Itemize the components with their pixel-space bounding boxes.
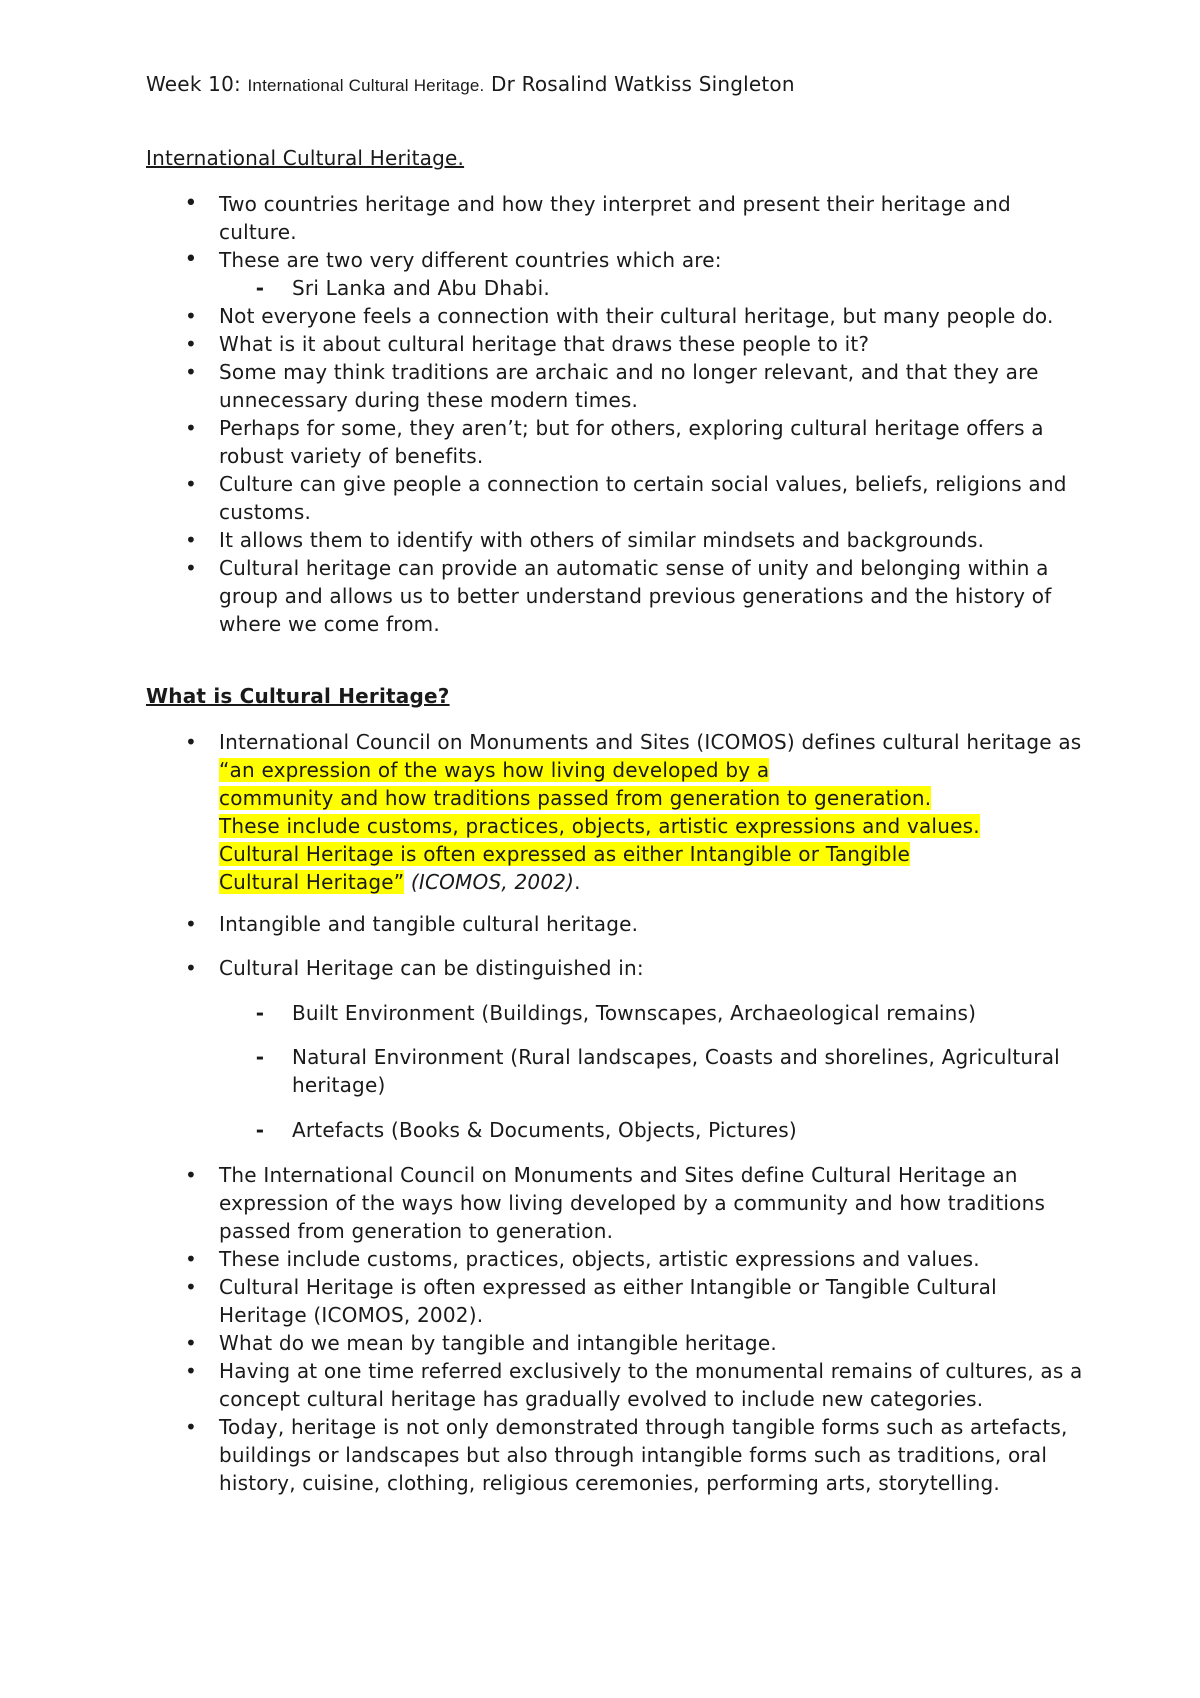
- bullet-marker: •: [185, 332, 197, 356]
- sub-list-item: - Built Environment (Buildings, Townscapes, Archaeological remains): [146, 999, 1086, 1027]
- section-heading-what-is: What is Cultural Heritage?: [146, 684, 450, 708]
- bullet-marker: •: [185, 730, 197, 754]
- list-item: • Cultural heritage can provide an automatic sense of unity and belonging within a group and allows us to better understand previous generations and the history of where we come from.: [146, 554, 1086, 638]
- list-item: • These include customs, practices, objects, artistic expressions and values.: [146, 1245, 1086, 1273]
- highlighted-quote: community and how traditions passed from generation to generation.: [219, 786, 932, 810]
- sub-list-item: - Artefacts (Books & Documents, Objects, Pictures): [146, 1116, 1086, 1144]
- list-item-icomos-definition: • International Council on Monuments and Sites (ICOMOS) defines cultural heritage as “an expression of the ways how living developed by a community and how traditions passed from generation to generation. These include customs, practices, objects, artistic expressions and values. Cultural Heritage is often expressed as either Intangible or Tangible Cultural Heritage” (ICOMOS, 2002).: [146, 728, 1086, 896]
- list-item: • Intangible and tangible cultural heritage.: [146, 910, 1086, 938]
- highlighted-quote: Cultural Heritage is often expressed as either Intangible or Tangible: [219, 842, 910, 866]
- dash-marker: -: [255, 1001, 265, 1025]
- section2-item-distinguished: [146, 954, 1086, 982]
- bullet-marker: •: [185, 1163, 197, 1187]
- section1-list: [146, 190, 1086, 638]
- list-item: • Culture can give people a connection to certain social values, beliefs, religions and customs.: [146, 470, 1086, 526]
- header-course: International Cultural Heritage.: [247, 76, 485, 95]
- list-item: • Two countries heritage and how they interpret and present their heritage and culture.: [146, 190, 1086, 246]
- document-header: [146, 72, 795, 96]
- bullet-marker: •: [185, 1359, 197, 1383]
- bullet-marker: •: [185, 472, 197, 496]
- bullet-marker: •: [185, 1415, 197, 1439]
- list-item: • Perhaps for some, they aren’t; but for others, exploring cultural heritage offers a robust variety of benefits.: [146, 414, 1086, 470]
- sub-item-built: [146, 999, 1086, 1027]
- list-item: • Having at one time referred exclusively to the monumental remains of cultures, as a concept cultural heritage has gradually evolved to include new categories.: [146, 1357, 1086, 1413]
- header-prefix: Week 10:: [146, 72, 248, 96]
- sub-list-item: - Sri Lanka and Abu Dhabi.: [146, 274, 1086, 302]
- sub-item-artefacts: [146, 1116, 1086, 1144]
- list-item: • What do we mean by tangible and intangible heritage.: [146, 1329, 1086, 1357]
- bullet-marker: •: [185, 912, 197, 936]
- highlighted-quote: “an expression of the ways how living developed by a: [219, 758, 770, 782]
- sub-item-natural: [146, 1043, 1086, 1099]
- list-item: • Cultural Heritage can be distinguished in:: [146, 954, 1086, 982]
- list-item: • These are two very different countries which are:: [146, 246, 1086, 274]
- sub-list-item: - Natural Environment (Rural landscapes, Coasts and shorelines, Agricultural heritage): [146, 1043, 1086, 1099]
- section2-list-a: [146, 728, 1086, 896]
- section2-list-b: [146, 1161, 1086, 1497]
- citation: (ICOMOS, 2002): [404, 870, 575, 894]
- list-item: • What is it about cultural heritage that draws these people to it?: [146, 330, 1086, 358]
- list-item: • Not everyone feels a connection with their cultural heritage, but many people do.: [146, 302, 1086, 330]
- header-lecturer: Dr Rosalind Watkiss Singleton: [484, 72, 795, 96]
- bullet-marker: •: [184, 247, 198, 272]
- bullet-marker: •: [185, 304, 197, 328]
- highlighted-quote: These include customs, practices, objects, artistic expressions and values.: [219, 814, 980, 838]
- dash-marker: -: [255, 276, 265, 300]
- bullet-marker: •: [185, 956, 197, 980]
- list-item: • It allows them to identify with others of similar mindsets and backgrounds.: [146, 526, 1086, 554]
- dash-marker: -: [255, 1118, 265, 1142]
- bullet-marker: •: [184, 191, 198, 216]
- section-heading-international: International Cultural Heritage.: [146, 146, 465, 170]
- dash-marker: -: [255, 1045, 265, 1069]
- bullet-marker: •: [185, 416, 197, 440]
- list-item: • The International Council on Monuments and Sites define Cultural Heritage an expression of the ways how living developed by a community and how traditions passed from generation to generation.: [146, 1161, 1086, 1245]
- list-item: • Cultural Heritage is often expressed as either Intangible or Tangible Cultural Heritage (ICOMOS, 2002).: [146, 1273, 1086, 1329]
- bullet-marker: •: [185, 556, 197, 580]
- bullet-marker: •: [185, 1275, 197, 1299]
- bullet-marker: •: [185, 360, 197, 384]
- section2-item-intangible: [146, 910, 1086, 938]
- list-item: • Some may think traditions are archaic and no longer relevant, and that they are unnecessary during these modern times.: [146, 358, 1086, 414]
- list-item: • Today, heritage is not only demonstrated through tangible forms such as artefacts, buildings or landscapes but also through intangible forms such as traditions, oral history, cuisine, clothing, religious ceremonies, performing arts, storytelling.: [146, 1413, 1086, 1497]
- bullet-marker: •: [185, 1331, 197, 1355]
- highlighted-quote: Cultural Heritage”: [219, 870, 405, 894]
- bullet-marker: •: [185, 1247, 197, 1271]
- bullet-marker: •: [185, 528, 197, 552]
